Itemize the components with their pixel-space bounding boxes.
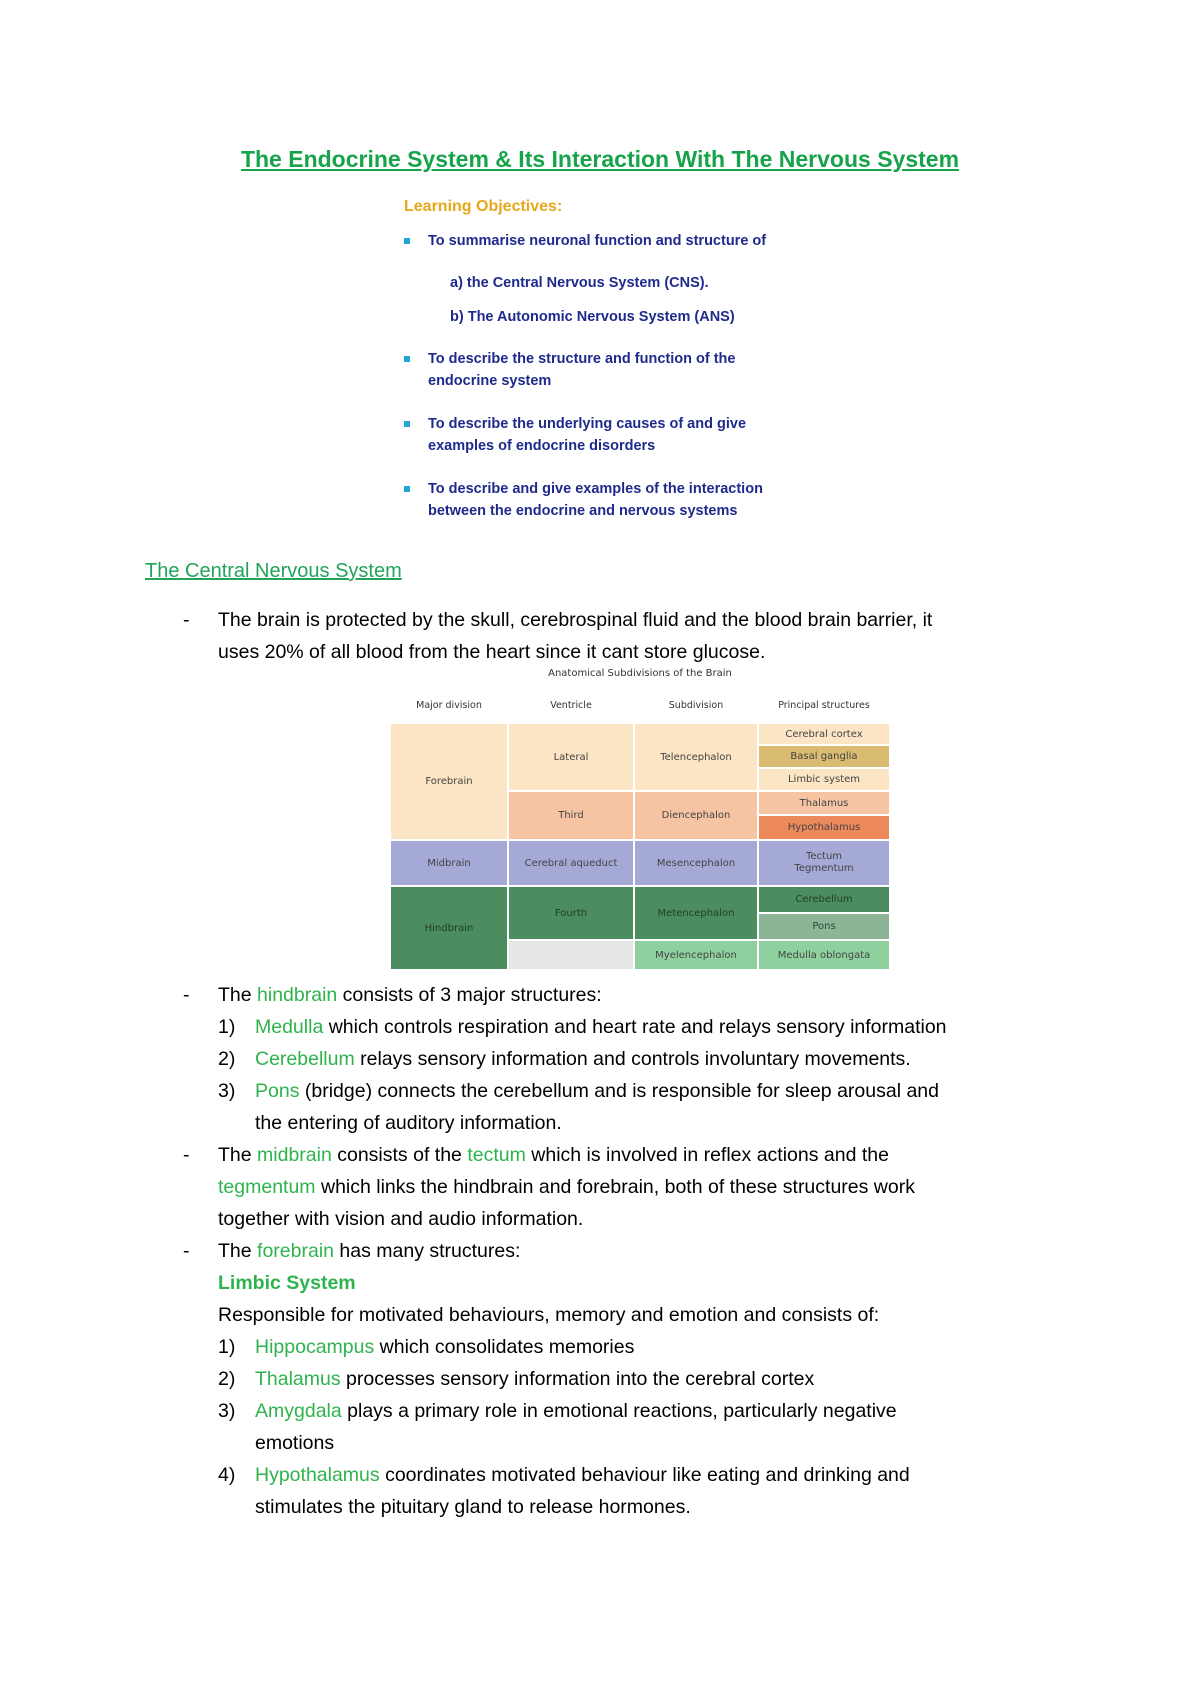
table-cell: Third <box>508 791 634 840</box>
objective-sub-item: b) The Autonomic Nervous System (ANS) <box>450 309 735 325</box>
brain-paragraph: - The brain is protected by the skull, cerebrospinal fluid and the blood brain barrier, it uses 20% of all blood from the heart since it cant store glucose. <box>183 609 933 663</box>
table-cell: Mesencephalon <box>634 840 758 886</box>
table-cell: Hindbrain <box>390 886 508 970</box>
table-cell: Lateral <box>508 723 634 791</box>
brain-subdivisions-table <box>390 668 890 970</box>
list-item: 1) Medulla which controls respiration and heart rate and relays sensory information <box>218 1016 947 1038</box>
table-header: Subdivision <box>668 700 724 711</box>
bullet-icon <box>404 486 410 492</box>
objective-item: To describe and give examples of the interaction between the endocrine and nervous systems <box>404 478 824 522</box>
list-item: 3) Amygdala plays a primary role in emotional reactions, particularly negative <box>218 1400 897 1422</box>
table-header: Principal structures <box>778 700 870 711</box>
table-cell: Tectum Tegmentum <box>758 840 890 886</box>
table-cell-empty <box>508 940 634 970</box>
table-cell: Metencephalon <box>634 886 758 940</box>
table-header: Ventricle <box>550 700 592 711</box>
table-cell: Cerebral aqueduct <box>508 840 634 886</box>
table-caption: Anatomical Subdivisions of the Brain <box>548 668 732 679</box>
table-cell: Cerebral cortex <box>758 723 890 745</box>
table-cell: Telencephalon <box>634 723 758 791</box>
table-cell: Medulla oblongata <box>758 940 890 970</box>
section-heading: The Central Nervous System <box>145 560 402 582</box>
table-cell: Cerebellum <box>758 886 890 913</box>
hindbrain-section: - The hindbrain consists of 3 major structures: 1) Medulla which controls respiration and heart rate and relays sensory information 2) Cerebellum relays sensory information and controls involuntary movements. 3) Pons (bridge) connects the cerebellum and is responsible for sleep arousal and the entering of auditory information. <box>185 979 1065 1139</box>
objectives-heading: Learning Objectives: <box>404 198 563 215</box>
objective-item: To summarise neuronal function and structure of <box>404 230 824 252</box>
table-header: Major division <box>416 700 482 711</box>
midbrain-section: - The midbrain consists of the tectum which is involved in reflex actions and the tegmentum which links the hindbrain and forebrain, both of these structures work together with vision and audio information. <box>183 1144 915 1230</box>
bullet-icon <box>404 421 410 427</box>
objective-item: To describe the structure and function of the endocrine system <box>404 348 824 392</box>
list-item: 2) Thalamus processes sensory information into the cerebral cortex <box>218 1368 815 1390</box>
table-cell: Fourth <box>508 886 634 940</box>
page-title: The Endocrine System & Its Interaction With The Nervous System <box>240 146 960 172</box>
learning-objectives <box>404 198 824 522</box>
list-item: 4) Hypothalamus coordinates motivated behaviour like eating and drinking and <box>218 1464 910 1486</box>
objective-item: To describe the underlying causes of and give examples of endocrine disorders <box>404 413 824 457</box>
table-cell: Myelencephalon <box>634 940 758 970</box>
table-cell: Limbic system <box>758 768 890 791</box>
table-cell: Pons <box>758 913 890 940</box>
limbic-heading: Limbic System <box>218 1272 356 1294</box>
table-cell: Diencephalon <box>634 791 758 840</box>
bullet-icon <box>404 238 410 244</box>
bullet-icon <box>404 356 410 362</box>
table-cell: Forebrain <box>390 723 508 840</box>
list-item: 3) Pons (bridge) connects the cerebellum and is responsible for sleep arousal and <box>218 1080 939 1102</box>
list-item: 1) Hippocampus which consolidates memories <box>218 1336 635 1358</box>
table-cell: Hypothalamus <box>758 815 890 840</box>
list-item: 2) Cerebellum relays sensory information and controls involuntary movements. <box>218 1048 911 1070</box>
table-cell: Thalamus <box>758 791 890 815</box>
table-cell: Basal ganglia <box>758 745 890 768</box>
forebrain-section: - The forebrain has many structures: Limbic System Responsible for motivated behaviours, memory and emotion and consists of: 1) Hippocampus which consolidates memories 2) Thalamus processes sensory information into the cerebral cortex 3) Amygdala plays a primary role in emotional reactions, particularly negative emotions 4) Hypothalamus coordinates motivated behaviour like eating and drinking and stimulates the pituitary gland to release hormones. <box>185 1235 1065 1523</box>
objective-sub-item: a) the Central Nervous System (CNS). <box>450 275 709 291</box>
table-cell: Midbrain <box>390 840 508 886</box>
